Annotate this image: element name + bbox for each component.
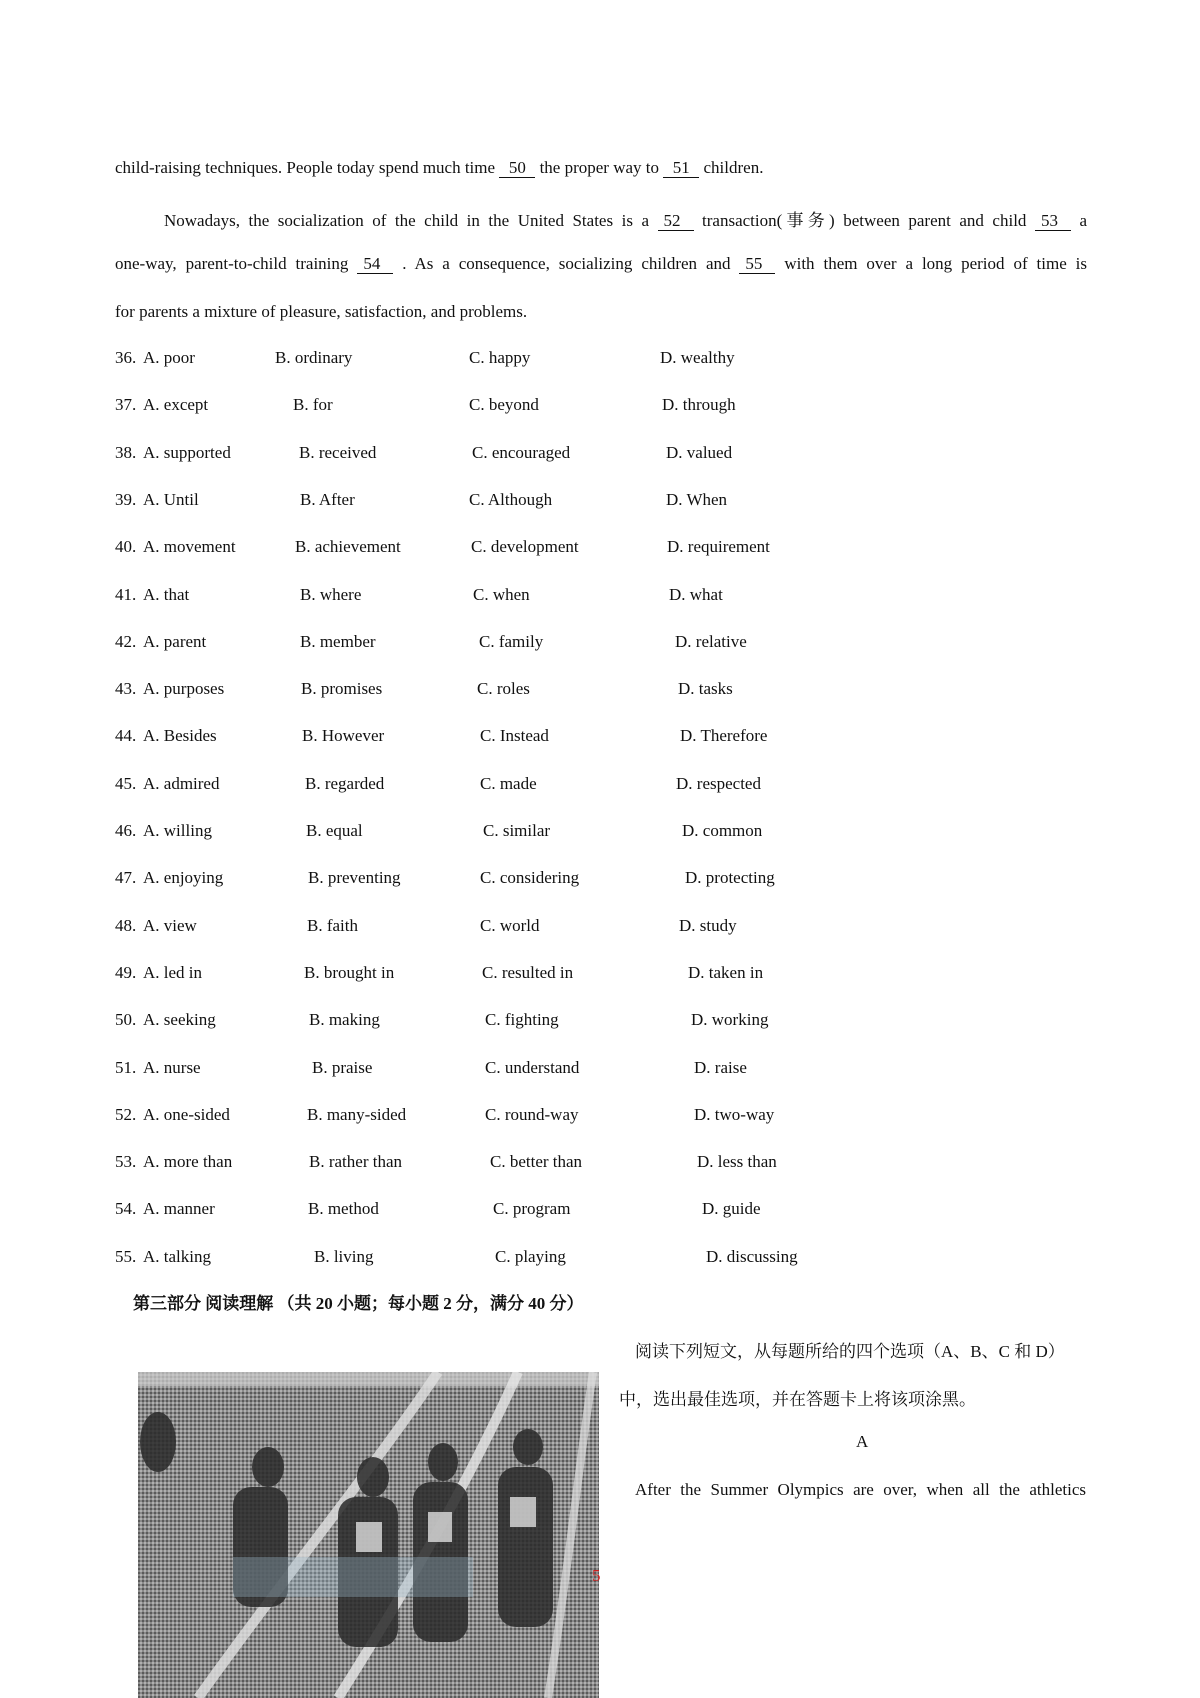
option-c: C. when [473,584,530,604]
option-b: B. However [302,726,385,746]
question-number: 53. [115,1152,137,1172]
option-b: B. rather than [309,1152,402,1172]
blank-55: 55 [739,255,775,274]
option-c: C. Although [469,489,553,509]
option-a: A. led in [143,962,203,982]
option-d: D. respected [676,773,761,793]
option-d: D. through [662,395,736,415]
option-c: C. considering [480,868,580,888]
option-d: D. two-way [694,1104,775,1124]
option-b: B. preventing [308,868,401,888]
option-c: C. similar [483,821,551,840]
option-a: A. willing [143,821,212,840]
option-d: D. what [669,584,723,604]
option-c: C. beyond [469,395,539,415]
option-c: C. playing [495,1246,566,1266]
option-c: C. fighting [485,1010,559,1030]
option-d: D. less than [697,1152,777,1172]
option-b: B. equal [306,821,363,840]
option-a: A. supported [143,442,231,462]
option-d: D. discussing [706,1246,798,1266]
option-a: A. seeking [143,1010,216,1030]
option-c: C. encouraged [472,442,571,462]
option-a: A. manner [143,1199,215,1219]
option-c: C. development [471,537,579,557]
passage-line-3: one-way, parent-to-child training 54 . As a consequence, socializing children and 55 with them over a long period of time is [115,254,1088,273]
option-c: C. round-way [485,1104,579,1124]
option-a: A. one-sided [143,1104,230,1124]
option-d: D. common [682,821,763,840]
option-a: A. that [143,584,190,604]
passage-line-4: for parents a mixture of pleasure, satisfaction, and problems. [115,302,528,321]
option-b: B. received [299,442,377,462]
option-a: A. Until [143,489,199,509]
question-number: 46. [115,821,137,840]
section-heading: 第三部分 阅读理解 （共 20 小题；每小题 2 分，满分 40 分） [133,1294,584,1313]
option-d: D. wealthy [660,348,735,367]
blank-50: 50 [499,159,535,178]
option-c: C. world [480,915,540,935]
option-b: B. living [314,1246,374,1266]
option-b: B. where [300,584,362,604]
question-number: 36. [115,348,137,367]
option-b: B. making [309,1010,380,1030]
question-number: 52. [115,1104,137,1124]
blank-54: 54 [357,255,393,274]
option-b: B. ordinary [275,348,353,367]
reading-passage-start: After the Summer Olympics are over, when all the athletics [635,1480,1086,1499]
option-d: D. tasks [678,679,733,699]
question-number: 55. [115,1246,137,1266]
passage-line-2: Nowadays, the socialization of the child in the United States is a 52 transaction(事务) between parent and child 53 a [164,211,1087,230]
option-a: A. talking [143,1246,211,1266]
option-b: B. regarded [305,773,385,793]
option-a: A. nurse [143,1057,201,1077]
option-d: D. relative [675,631,747,651]
option-a: A. except [143,395,209,415]
option-a: A. enjoying [143,868,224,888]
option-a: A. poor [143,348,195,367]
option-b: B. method [308,1199,379,1219]
blank-53: 53 [1035,212,1071,231]
option-d: D. requirement [667,537,770,557]
option-d: D. taken in [688,962,764,982]
option-d: D. Therefore [680,726,768,746]
option-b: B. brought in [304,962,395,982]
option-b: B. praise [312,1057,373,1077]
question-number: 43. [115,679,137,699]
option-c: C. program [493,1199,571,1219]
option-a: A. Besides [143,726,217,746]
option-a: A. purposes [143,679,225,699]
option-c: C. happy [469,348,531,367]
option-b: B. member [300,631,376,651]
blank-52: 52 [658,212,694,231]
option-a: A. admired [143,773,220,793]
question-number: 50. [115,1010,137,1030]
question-number: 49. [115,962,137,982]
question-number: 47. [115,868,137,888]
question-number: 37. [115,395,137,415]
photo-graphic [138,1372,599,1698]
question-number: 39. [115,489,137,509]
option-d: D. When [666,489,728,509]
passage-line-1: child-raising techniques. People today spend much time 50 the proper way to 51 children. [115,158,764,177]
question-number: 45. [115,773,137,793]
passage-letter: A [856,1432,869,1451]
option-c: C. made [480,773,537,793]
option-b: B. for [293,395,333,415]
option-a: A. view [143,915,197,935]
option-d: D. working [691,1010,769,1030]
option-c: C. family [479,631,544,651]
option-d: D. protecting [685,868,775,888]
option-d: D. valued [666,442,733,462]
question-number: 44. [115,726,137,746]
page-number: 5 [592,1566,601,1585]
option-c: C. Instead [480,726,549,746]
option-d: D. study [679,915,737,935]
option-c: C. resulted in [482,962,574,982]
option-a: A. parent [143,631,207,651]
athletes-photo [138,1372,599,1698]
option-c: C. understand [485,1057,580,1077]
option-c: C. better than [490,1152,583,1172]
blank-51: 51 [663,159,699,178]
question-number: 54. [115,1199,137,1219]
option-b: B. achievement [295,537,401,557]
option-b: B. faith [307,915,358,935]
option-d: D. raise [694,1057,747,1077]
instruction-line-1: 阅读下列短文，从每题所给的四个选项（A、B、C 和 D） [635,1342,1065,1361]
question-number: 42. [115,631,137,651]
question-number: 48. [115,915,137,935]
question-number: 38. [115,442,137,462]
option-b: B. many-sided [307,1104,407,1124]
option-b: B. After [300,489,355,509]
option-d: D. guide [702,1199,761,1219]
option-a: A. movement [143,537,236,557]
option-a: A. more than [143,1152,233,1172]
question-number: 51. [115,1057,137,1077]
question-number: 40. [115,537,137,557]
instruction-line-2: 中，选出最佳选项，并在答题卡上将该项涂黑。 [619,1390,976,1409]
option-b: B. promises [301,679,383,699]
option-c: C. roles [477,679,530,699]
question-number: 41. [115,584,137,604]
